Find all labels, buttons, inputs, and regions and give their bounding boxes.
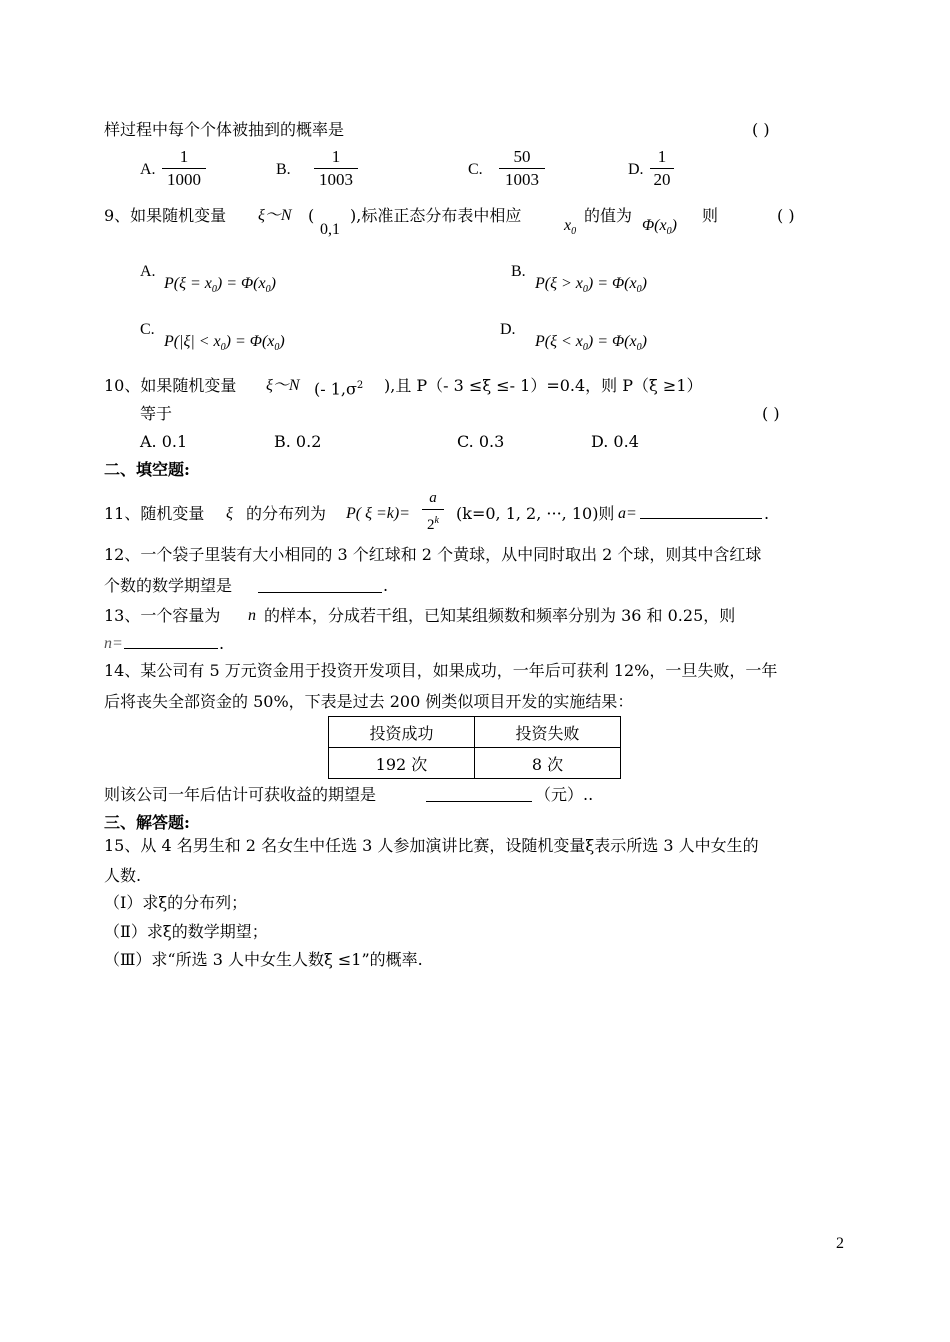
q10-params: (- $1,\sigma^2$	[314, 379, 364, 399]
q8-option-a-label: A.	[140, 161, 156, 178]
q11-range: (k=0, 1, 2, ···, 10)则	[456, 504, 615, 523]
table-header-success: 投资成功	[329, 717, 475, 748]
q9-value-text: 的值为	[584, 206, 633, 225]
q13-line1-rest: 的样本，分成若干组，已知某组频数和频率分别为 36 和 0.25，则	[264, 606, 736, 625]
q11-xi: ξ	[226, 505, 233, 522]
q9-params: 0,1	[320, 221, 340, 238]
section-fill-in-heading: 二、填空题:	[104, 460, 190, 479]
q10-option-d: D. 0.4	[591, 432, 639, 451]
q14-line3: 则该公司一年后估计可获收益的期望是	[104, 785, 377, 804]
q13-n: n	[248, 607, 256, 624]
q9-distribution: ξ～N	[258, 207, 292, 224]
q11-number: 11、随机变量	[104, 504, 205, 523]
q11-answer-blank[interactable]	[640, 518, 762, 519]
q10-number: 10、如果随机变量	[104, 376, 237, 395]
q14-results-table	[328, 716, 621, 779]
q10-equals: 等于	[140, 404, 173, 423]
q9-option-c-label: C.	[140, 321, 155, 338]
q8-option-c-fraction: 50 1003	[499, 147, 545, 190]
q8-option-b-fraction: 1 1003	[314, 147, 358, 190]
q9-number: 9、如果随机变量	[104, 206, 227, 225]
q9-option-a-expr: $P(\xi = x_0) = \Phi(x_0)$	[164, 275, 276, 296]
q10-answer-paren: ( )	[762, 404, 780, 423]
q15-part-1: （Ⅰ）求ξ的分布列；	[104, 893, 248, 912]
q11-dist-text: 的分布列为	[246, 504, 327, 523]
q12-line1: 12、一个袋子里装有大小相同的 3 个红球和 2 个黄球，从中同时取出 2 个球，则其中含红球	[104, 545, 762, 564]
q10-condition: ),且 P（- 3 ≤ξ ≤- 1）=0.4，则 P（ξ ≥1）	[384, 376, 703, 395]
table-row	[329, 748, 621, 779]
q15-line1: 15、从 4 名男生和 2 名女生中任选 3 人参加演讲比赛，设随机变量ξ表示所选 3 人中女生的	[104, 836, 759, 855]
q8-option-d-label: D.	[628, 161, 644, 178]
q9-then: 则	[702, 206, 719, 225]
q13-number: 13、一个容量为	[104, 606, 221, 625]
q12-end: .	[383, 576, 389, 595]
table-header-failure: 投资失败	[475, 717, 621, 748]
q8-option-a-fraction: 1 1000	[162, 147, 206, 190]
q9-option-b-expr: $P(\xi > x_0) = \Phi(x_0)$	[535, 275, 647, 296]
q14-line1: 14、某公司有 5 万元资金用于投资开发项目，如果成功，一年后可获利 12%，一旦失败，一年	[104, 661, 778, 680]
q9-x0: $x_0$	[564, 217, 577, 238]
q12-answer-blank[interactable]	[258, 592, 382, 593]
q10-option-b: B. 0.2	[274, 432, 322, 451]
table-cell-failure: 8 次	[475, 748, 621, 779]
q8-stem: 样过程中每个个体被抽到的概率是	[104, 120, 345, 139]
q9-answer-paren: ( )	[777, 206, 795, 225]
q9-lparen: (	[308, 206, 315, 225]
q14-line2: 后将丧失全部资金的 50%，下表是过去 200 例类似项目开发的实施结果：	[104, 692, 634, 711]
q9-phi: $\Phi(x_0)$	[642, 217, 677, 238]
q9-option-a-label: A.	[140, 263, 156, 280]
q9-stem-mid: ),标准正态分布表中相应	[350, 206, 522, 225]
q11-fraction: a 2$^k$	[422, 488, 444, 535]
q13-end: .	[219, 634, 225, 653]
q9-option-b-label: B.	[511, 263, 526, 280]
q9-option-c-expr: $P(|\xi| < x_0) = \Phi(x_0)$	[164, 333, 285, 354]
q8-option-b-label: B.	[276, 161, 291, 178]
q9-option-d-expr: $P(\xi < x_0) = \Phi(x_0)$	[535, 333, 647, 354]
q9-option-d-label: D.	[500, 321, 516, 338]
q10-distribution: ξ～N	[266, 377, 300, 394]
q8-option-c-label: C.	[468, 161, 483, 178]
q11-end: .	[764, 504, 770, 523]
page-number: 2	[836, 1235, 844, 1252]
q13-answer-blank[interactable]	[124, 648, 218, 649]
section-solve-heading: 三、解答题:	[104, 813, 190, 832]
q8-option-d-fraction: 1 20	[650, 147, 674, 190]
q15-part-2: （Ⅱ）求ξ的数学期望；	[104, 922, 268, 941]
q13-n-equals: n=	[104, 635, 123, 652]
table-row	[329, 717, 621, 748]
q10-option-c: C. 0.3	[457, 432, 505, 451]
q14-unit: （元）..	[535, 785, 594, 804]
q10-option-a: A. 0.1	[140, 432, 188, 451]
q11-prob: P( ξ =k)=	[346, 505, 410, 522]
q14-answer-blank[interactable]	[426, 801, 532, 802]
q12-line2: 个数的数学期望是	[104, 576, 233, 595]
table-cell-success: 192 次	[329, 748, 475, 779]
q8-answer-paren: ( )	[752, 120, 770, 139]
q15-line2: 人数.	[104, 866, 142, 885]
q11-a-equals: a=	[618, 505, 637, 522]
q15-part-3: （Ⅲ）求“所选 3 人中女生人数ξ ≤1”的概率.	[104, 950, 423, 969]
